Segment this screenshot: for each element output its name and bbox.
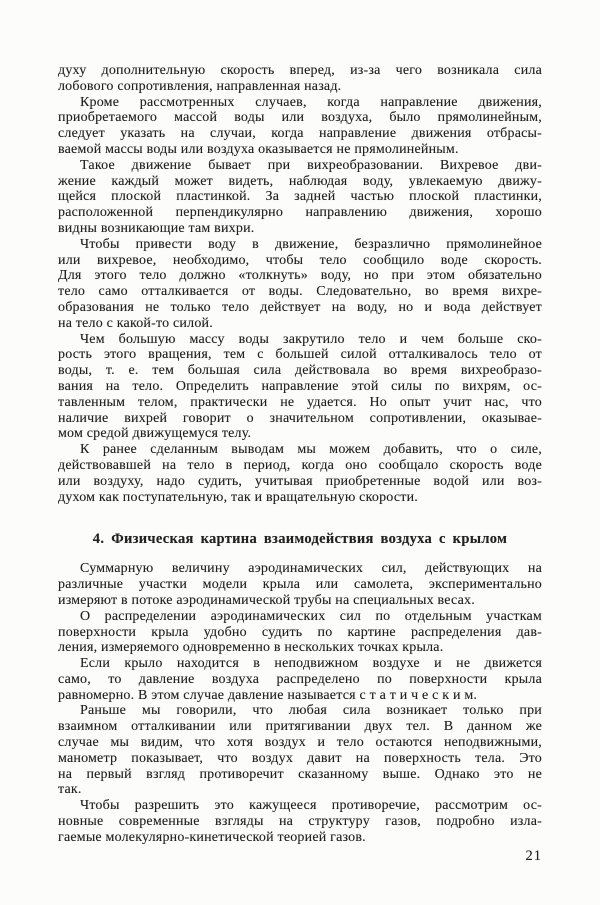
text-line: жение каждый может видеть, наблюдая воду, увлекаемую движу- <box>58 173 542 189</box>
paragraph <box>58 237 542 332</box>
text-line: ваемой массы воды или воздуха оказывается не прямолинейным. <box>58 141 459 157</box>
paragraph <box>58 63 542 95</box>
text-line: Раньше мы говорили, что любая сила возникает только при <box>80 703 542 719</box>
text-line: Чем большую массу воды закрутило тело и чем больше ско- <box>80 331 542 347</box>
text-line: различные участки модели крыла или самолета, экспериментально <box>58 577 542 593</box>
section-heading <box>58 531 542 548</box>
text-line: Если крыло находится в неподвижном воздухе и не движется <box>80 656 542 672</box>
heading-line: 4. Физическая картина взаимодействия воздуха с крылом <box>92 531 508 548</box>
text-line: измеряют в потоке аэродинамической трубы на специальных весах. <box>58 592 475 608</box>
text-line: так. <box>58 782 82 798</box>
text-line: приобретаемого массой воды или воздуха, было прямолинейным, <box>58 110 542 126</box>
text-line: или воздуху, надо судить, учитывая приобретенные водой или воз- <box>58 473 542 489</box>
text-line: щейся плоской пластинкой. За задней частью плоской пластинки, <box>58 189 542 205</box>
paragraph <box>58 656 542 703</box>
text-line: случае мы видим, что хотя воздух и тело остаются неподвижными, <box>58 735 542 751</box>
paragraph <box>58 561 542 608</box>
text-column <box>58 63 542 846</box>
text-line: лобового сопротивления, направленная назад. <box>58 78 342 94</box>
text-line: О распределении аэродинамических сил по отдельным участкам <box>80 608 542 624</box>
text-line: наличие вихрей говорит о значительном сопротивлении, оказывае- <box>58 410 542 426</box>
paragraph <box>58 609 542 656</box>
text-line: расположенной перпендикулярно направлению движения, хорошо <box>58 205 542 221</box>
paragraph <box>58 442 542 505</box>
text-line: на тело с какой-то силой. <box>58 315 213 331</box>
text-line: тавленным телом, практически не удается. Но опыт учит нас, что <box>58 394 542 410</box>
text-line: видны возникающие там вихри. <box>58 220 255 236</box>
text-line: духом как поступательную, так и вращательную скорости. <box>58 489 418 505</box>
text-line: манометр показывает, что воздух давит на поверхность тела. Это <box>58 750 542 766</box>
text-line: воды, т. е. тем большая сила действовала во время вихреобразо- <box>58 363 542 379</box>
text-line: образования не только тело действует на воду, но и вода действует <box>58 299 542 315</box>
page-number: 21 <box>525 848 542 864</box>
paragraph <box>58 798 542 845</box>
text-line: духу дополнительную скорость вперед, из-за чего возникала сила <box>58 63 542 78</box>
text-line: поверхности крыла удобно судить по картине распределения дав- <box>58 624 542 640</box>
text-line: Чтобы разрешить это кажущееся противоречие, рассмотрим ос- <box>80 798 542 814</box>
text-line: или вихревое, необходимо, чтобы тело сообщило воде скорость. <box>58 252 542 268</box>
text-line: новные современные взгляды на структуру газов, подробно изла- <box>58 814 542 830</box>
text-line: равномерно. В этом случае давление называется с т а т и ч е с к и м. <box>58 687 478 703</box>
paragraph <box>58 332 542 443</box>
text-line: Для этого тело должно «толкнуть» воду, но при этом обязательно <box>58 268 542 284</box>
text-line: гаемые молекулярно-кинетической теорией газов. <box>58 829 366 845</box>
text-line: мом средой движущемуся телу. <box>58 426 252 442</box>
text-line: вания на тело. Определить направление этой силы по вихрям, ос- <box>58 378 542 394</box>
text-line: Кроме рассмотренных случаев, когда направление движения, <box>80 94 542 110</box>
text-line: Такое движение бывает при вихреобразовании. Вихревое дви- <box>80 157 542 173</box>
text-line: следует указать на случаи, когда направление движения отбрасы- <box>58 126 542 142</box>
paragraph <box>58 95 542 158</box>
text-line: тело само отталкивается от воды. Следовательно, во время вихре- <box>58 284 542 300</box>
text-line: Суммарную величину аэродинамических сил, действующих на <box>80 561 542 577</box>
text-line: действовавшей на тело в период, когда оно сообщало скорость воде <box>58 457 542 473</box>
text-line: Чтобы привести воду в движение, безразлично прямолинейное <box>80 236 542 252</box>
paragraph <box>58 703 542 798</box>
text-line: К ранее сделанным выводам мы можем добавить, что о силе, <box>80 442 542 458</box>
text-line: ления, измеряемого одновременно в нескольких точках крыла. <box>58 640 444 656</box>
text-line: рость этого вращения, тем с большей силой отталкивалось тело от <box>58 347 542 363</box>
text-line: взаимном отталкивании или притягивании двух тел. В данном же <box>58 719 542 735</box>
text-line: само, то давление воздуха распределено по поверхности крыла <box>58 671 542 687</box>
paragraph <box>58 158 542 237</box>
text-line: на первый взгляд противоречит сказанному выше. Однако это не <box>58 766 542 782</box>
